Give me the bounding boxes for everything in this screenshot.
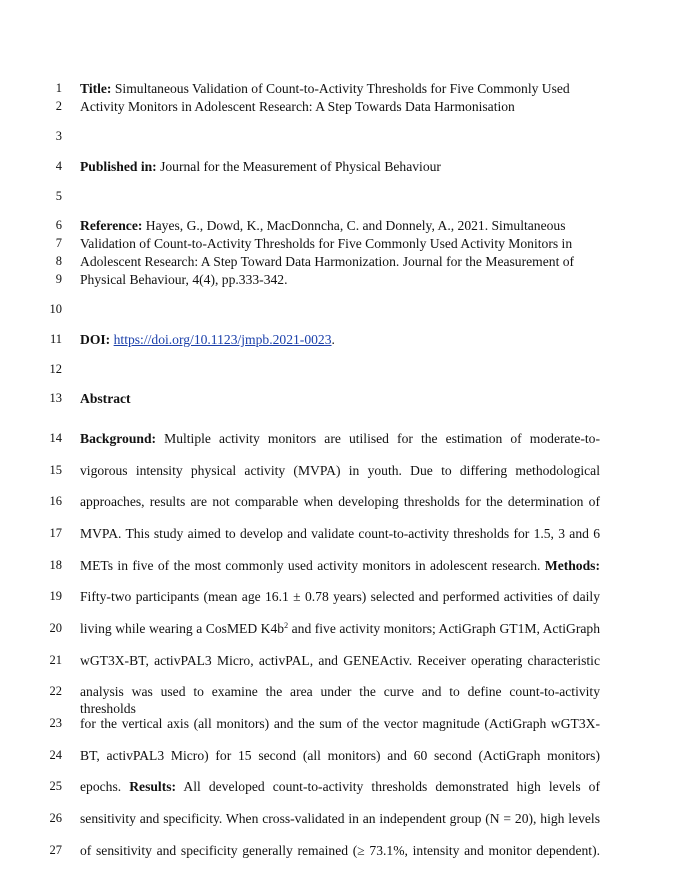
line-number: 14 bbox=[49, 431, 62, 445]
abstract-line bbox=[80, 778, 600, 795]
line-number: 5 bbox=[55, 189, 62, 203]
line-number: 11 bbox=[49, 332, 62, 346]
line-number: 6 bbox=[55, 218, 62, 232]
abstract-line: wGT3X-BT, activPAL3 Micro, activPAL, and GENEActiv. Receiver operating characteristic bbox=[80, 653, 600, 668]
superscript: 2 bbox=[284, 621, 289, 630]
abstract-line bbox=[80, 430, 600, 447]
title-text: Simultaneous Validation of Count-to-Activity Thresholds for Five Commonly Used bbox=[114, 81, 570, 96]
abstract-heading bbox=[80, 390, 600, 407]
doi-line bbox=[80, 331, 600, 348]
reference-line: Physical Behaviour, 4(4), pp.333-342. bbox=[80, 272, 288, 287]
abstract-text: All developed count-to-activity thresholds demonstrated high levels of bbox=[183, 779, 600, 794]
methods-label: Methods: bbox=[544, 558, 600, 573]
line-number: 26 bbox=[49, 811, 62, 825]
line-number: 20 bbox=[49, 621, 62, 635]
abstract-line: approaches, results are not comparable when developing thresholds for the determination of bbox=[80, 494, 600, 509]
abstract-text: and five activity monitors; ActiGraph GT1M, ActiGraph bbox=[291, 621, 600, 636]
line-number: 13 bbox=[49, 391, 62, 405]
abstract-line: sensitivity and specificity. When cross-validated in an independent group (N = 20), high levels bbox=[80, 811, 600, 826]
abstract-line: of sensitivity and specificity generally remained (≥ 73.1%, intensity and monitor dependent). bbox=[80, 843, 600, 858]
abstract-text: living while wearing a CosMED K4b bbox=[80, 621, 285, 636]
abstract-text: Multiple activity monitors are utilised for the estimation of moderate-to- bbox=[164, 431, 600, 446]
line-number: 4 bbox=[55, 159, 62, 173]
reference-line bbox=[80, 217, 600, 234]
reference-line: Adolescent Research: A Step Toward Data Harmonization. Journal for the Measurement of bbox=[80, 254, 575, 269]
line-number: 24 bbox=[49, 748, 62, 762]
line-number: 15 bbox=[49, 463, 62, 477]
results-label: Results: bbox=[129, 779, 177, 794]
published-value: Journal for the Measurement of Physical Behaviour bbox=[160, 159, 441, 174]
abstract-line: MVPA. This study aimed to develop and validate count-to-activity thresholds for 1.5, 3 and 6 bbox=[80, 526, 600, 541]
abstract-line: BT, activPAL3 Micro) for 15 second (all monitors) and 60 second (ActiGraph monitors) bbox=[80, 748, 600, 763]
abstract-text: epochs. bbox=[80, 779, 122, 794]
line-number: 9 bbox=[55, 272, 62, 286]
reference-label: Reference: bbox=[80, 218, 143, 233]
abstract-line: vigorous intensity physical activity (MVPA) in youth. Due to differing methodological bbox=[80, 463, 600, 478]
line-number: 21 bbox=[49, 653, 62, 667]
line-number: 25 bbox=[49, 779, 62, 793]
line-number: 27 bbox=[49, 843, 62, 857]
line-number: 23 bbox=[49, 716, 62, 730]
background-label: Background: bbox=[80, 431, 157, 446]
line-number: 1 bbox=[55, 81, 62, 95]
abstract-text: METs in five of the most commonly used activity monitors in adolescent research. bbox=[80, 558, 541, 573]
title-line bbox=[80, 80, 600, 97]
title-line: Activity Monitors in Adolescent Research: A Step Towards Data Harmonisation bbox=[80, 99, 515, 114]
abstract-line: Fifty-two participants (mean age 16.1 ± 0.78 years) selected and performed activities of daily bbox=[80, 589, 600, 604]
line-number: 16 bbox=[49, 494, 62, 508]
reference-line: Validation of Count-to-Activity Thresholds for Five Commonly Used Activity Monitors in bbox=[80, 236, 573, 251]
line-number: 3 bbox=[55, 129, 62, 143]
line-number: 17 bbox=[49, 526, 62, 540]
line-number: 2 bbox=[55, 99, 62, 113]
line-number: 10 bbox=[49, 302, 62, 316]
published-label: Published in: bbox=[80, 159, 157, 174]
line-number: 8 bbox=[55, 254, 62, 268]
abstract-line: analysis was used to examine the area under the curve and to define count-to-activity thresholds bbox=[80, 684, 600, 716]
title-label: Title: bbox=[80, 81, 112, 96]
line-number: 19 bbox=[49, 589, 62, 603]
line-number: 22 bbox=[49, 684, 62, 698]
abstract-line bbox=[80, 557, 600, 574]
published-line bbox=[80, 158, 600, 175]
reference-text: Hayes, G., Dowd, K., MacDonncha, C. and Donnely, A., 2021. Simultaneous bbox=[145, 218, 566, 233]
line-number: 12 bbox=[49, 362, 62, 376]
doi-suffix: . bbox=[331, 332, 335, 347]
abstract-heading-text: Abstract bbox=[80, 391, 131, 406]
doi-label: DOI: bbox=[80, 332, 111, 347]
doi-link[interactable]: https://doi.org/10.1123/jmpb.2021-0023 bbox=[113, 332, 332, 347]
line-number: 18 bbox=[49, 558, 62, 572]
abstract-line: for the vertical axis (all monitors) and the sum of the vector magnitude (ActiGraph wGT3X- bbox=[80, 716, 600, 731]
line-number: 7 bbox=[55, 236, 62, 250]
abstract-line bbox=[80, 620, 600, 637]
